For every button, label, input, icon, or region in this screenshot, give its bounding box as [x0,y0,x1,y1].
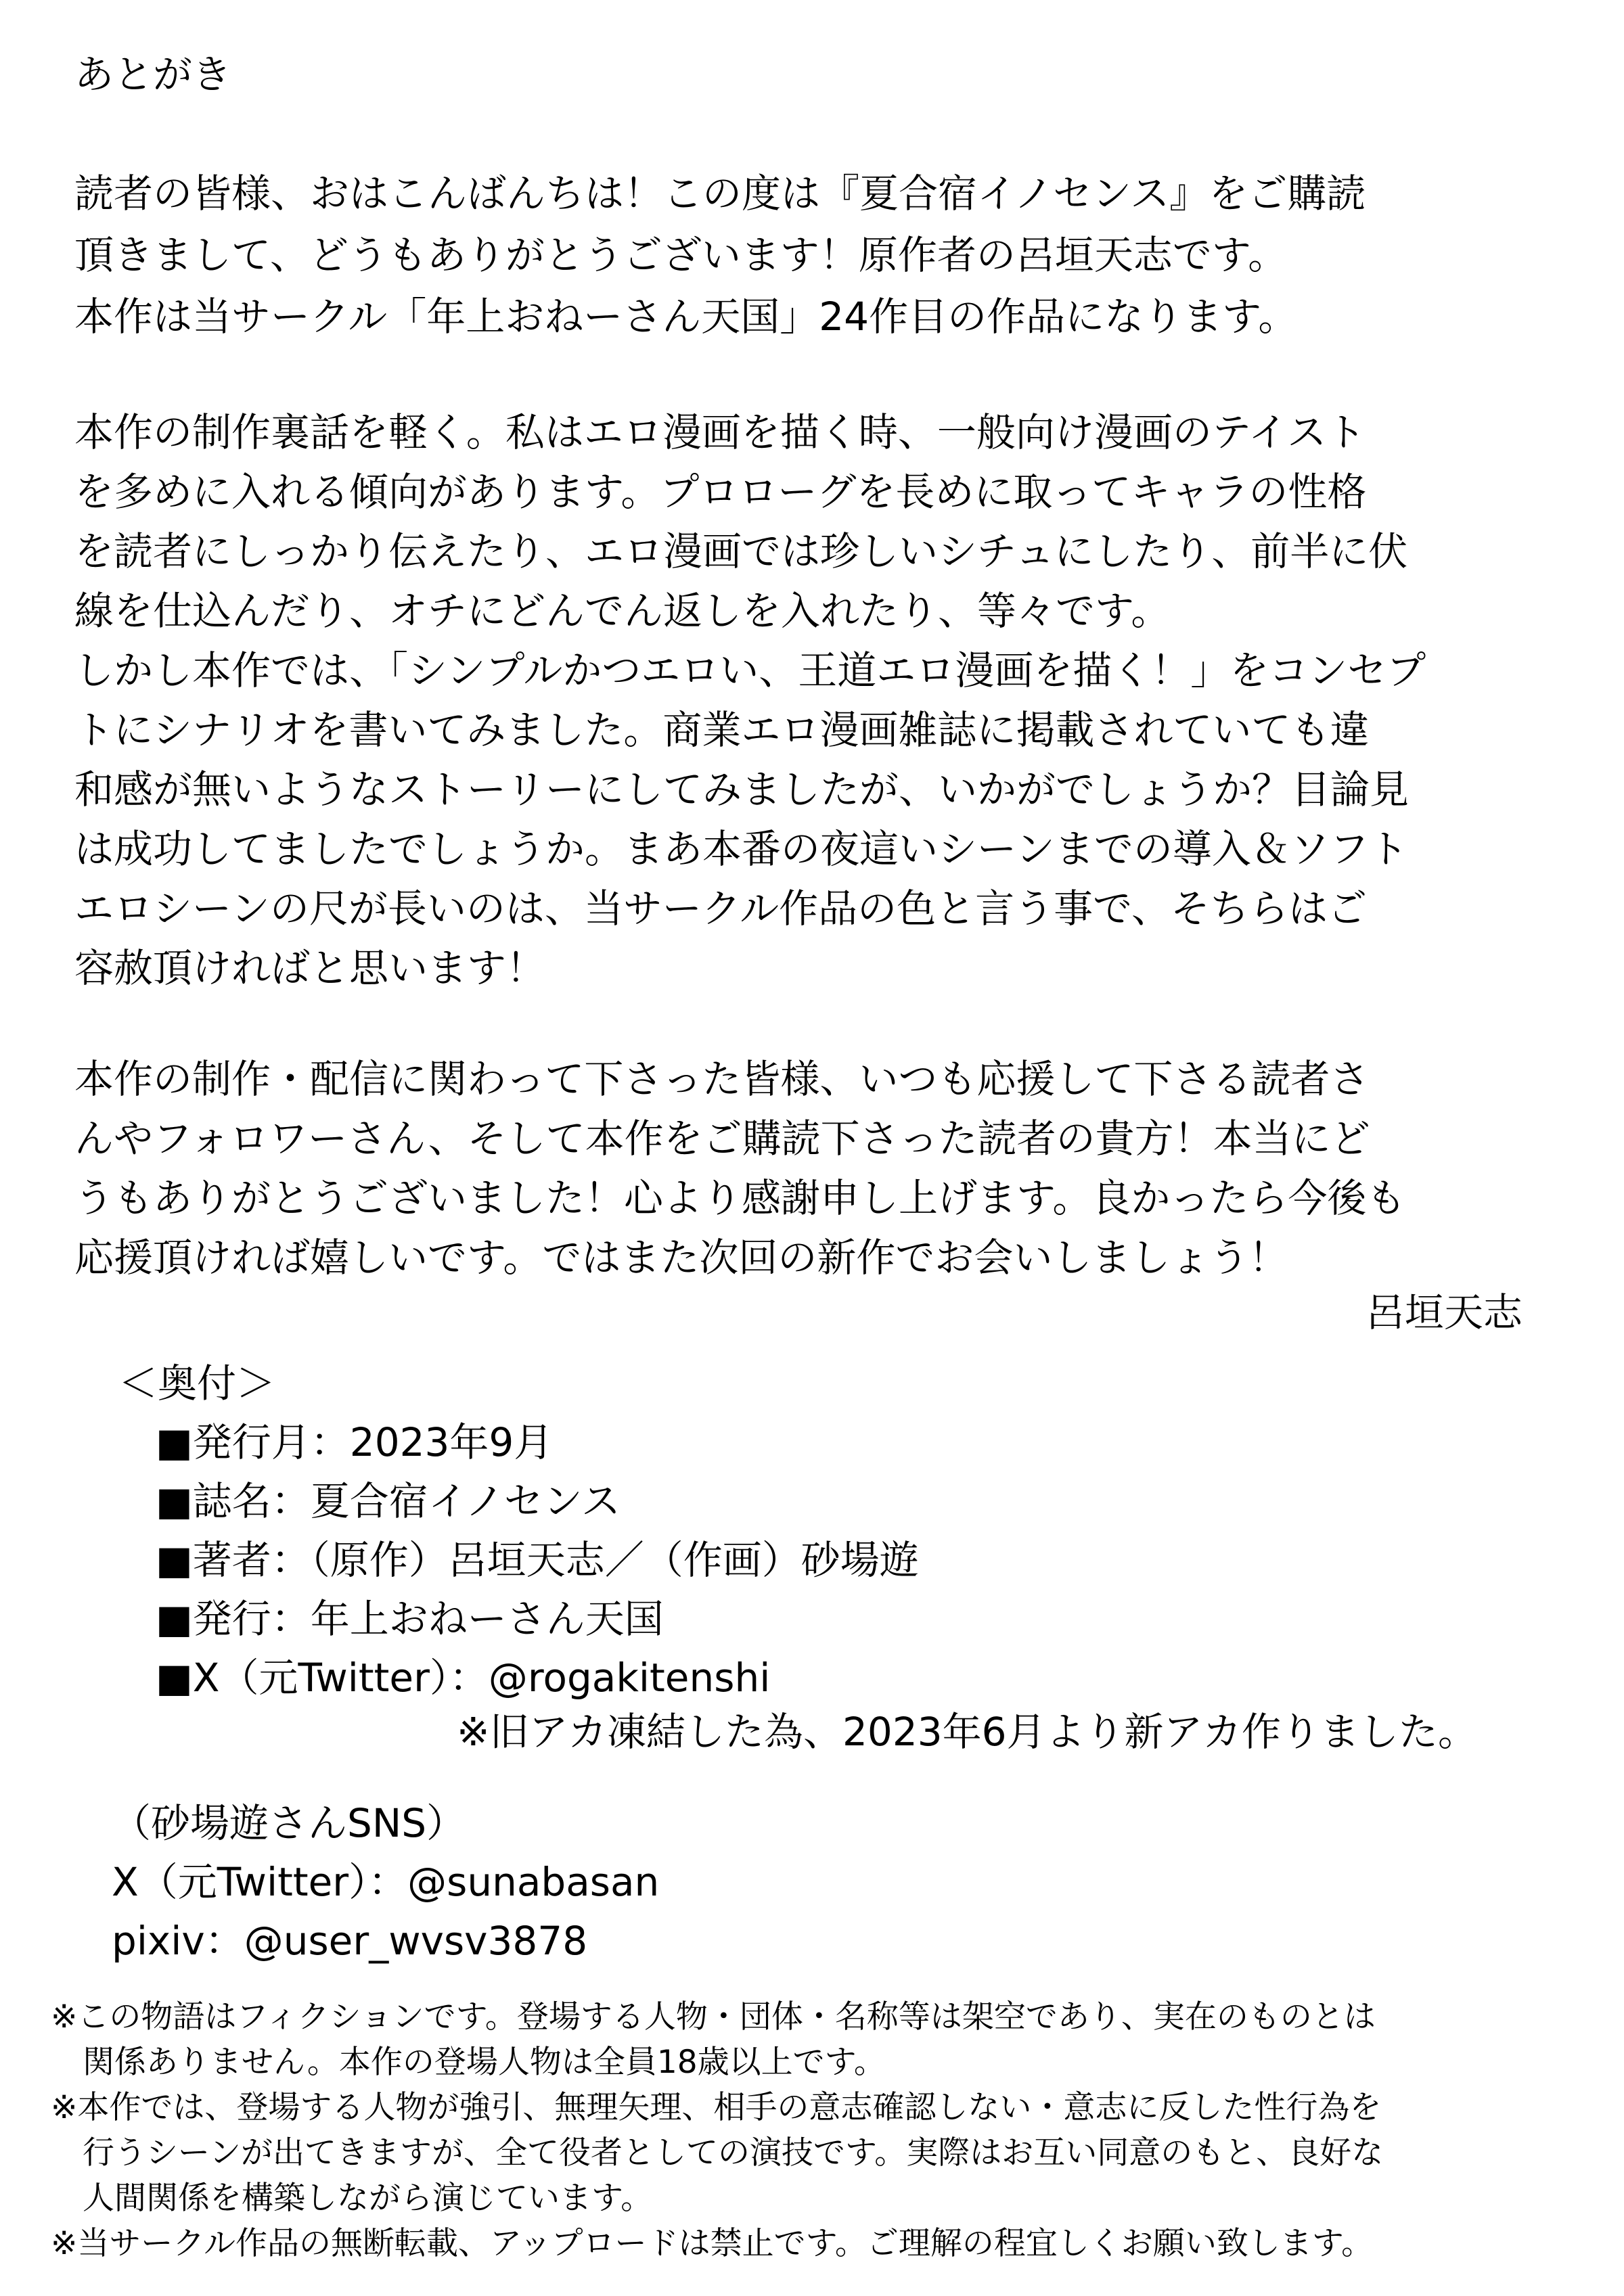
artist-sns-heading: （砂場遊さんSNS） [112,1800,466,1846]
disclaimer-line: ※本作では、登場する人物が強引、無理矢理、相手の意志確認しない・意志に反した性行為を [51,2089,1382,2126]
colophon-heading: ＜奥付＞ [118,1360,276,1406]
colophon-item: ■著者：（原作）呂垣天志／（作画）砂場遊 [156,1537,919,1583]
para1-line: 読者の皆様、おはこんばんちは！この度は『夏合宿イノセンス』をご購読 [74,170,1366,216]
para2-line: しかし本作では、「シンプルかつエロい、王道エロ漫画を描く！」をコンセプ [74,647,1426,693]
colophon-item: ■X（元Twitter）：@rogakitenshi [156,1655,771,1701]
colophon-item: ■発行月：2023年9月 [156,1419,554,1465]
para2-line: は成功してましたでしょうか。まあ本番の夜這いシーンまでの導入＆ソフト [74,826,1408,872]
para2-line: 容赦頂ければと思います！ [74,945,546,991]
disclaimer-line: 行うシーンが出てきますが、全て役者としての演技です。実際はお互い同意のもと、良好な [51,2134,1384,2172]
para2-line: 和感が無いようなストーリーにしてみましたが、いかがでしょうか？目論見 [74,766,1409,812]
signature: 呂垣天志 [1365,1289,1522,1335]
para2-line: トにシナリオを書いてみました。商業エロ漫画雑誌に掲載されていても違 [74,707,1370,753]
para3-line: うもありがとうございました！心より感謝申し上げます。良かったら今後も [74,1175,1406,1221]
para2-line: エロシーンの尺が長いのは、当サークル作品の色と言う事で、そちらはご [74,886,1367,932]
colophon-item: ■誌名：夏合宿イノセンス [156,1478,621,1524]
disclaimer-line: 関係ありません。本作の登場人物は全員18歳以上です。 [51,2044,886,2081]
colophon-note: ※旧アカ凍結した為、2023年6月より新アカ作りました。 [457,1709,1477,1755]
para1-line: 頂きまして、どうもありがとうございます！原作者の呂垣天志です。 [74,232,1288,278]
para1-line: 本作は当サークル「年上おねーさん天国」24作目の作品になります。 [74,294,1298,340]
para2-line: を多めに入れる傾向があります。プロローグを長めに取ってキャラの性格 [74,469,1367,515]
artist-sns-item: pixiv：@user_wvsv3878 [112,1918,588,1964]
artist-sns-item: X（元Twitter）：@sunabasan [112,1859,660,1905]
afterword-heading: あとがき [74,51,232,97]
disclaimer-line: ※当サークル作品の無断転載、アップロードは禁止です。ご理解の程宜しくお願い致します。 [51,2225,1374,2262]
disclaimer-line: ※この物語はフィクションです。登場する人物・団体・名称等は架空であり、実在のものとは [51,1998,1376,2036]
colophon-item: ■発行：年上おねーさん天国 [156,1596,664,1642]
para3-line: んやフォロワーさん、そして本作をご購読下さった読者の貴方！本当にど [74,1116,1370,1162]
para2-line: を読者にしっかり伝えたり、エロ漫画では珍しいシチュにしたり、前半に伏 [74,528,1408,574]
disclaimer-line: 人間関係を構築しながら演じています。 [51,2180,653,2217]
para3-line: 応援頂ければ嬉しいです。ではまた次回の新作でお会いしましょう！ [74,1235,1288,1281]
para2-line: 本作の制作裏話を軽く。私はエロ漫画を描く時、一般向け漫画のテイスト [74,409,1366,455]
para3-line: 本作の制作・配信に関わって下さった皆様、いつも応援して下さる読者さ [74,1056,1370,1102]
para2-line: 線を仕込んだり、オチにどんでん返しを入れたり、等々です。 [74,588,1171,634]
